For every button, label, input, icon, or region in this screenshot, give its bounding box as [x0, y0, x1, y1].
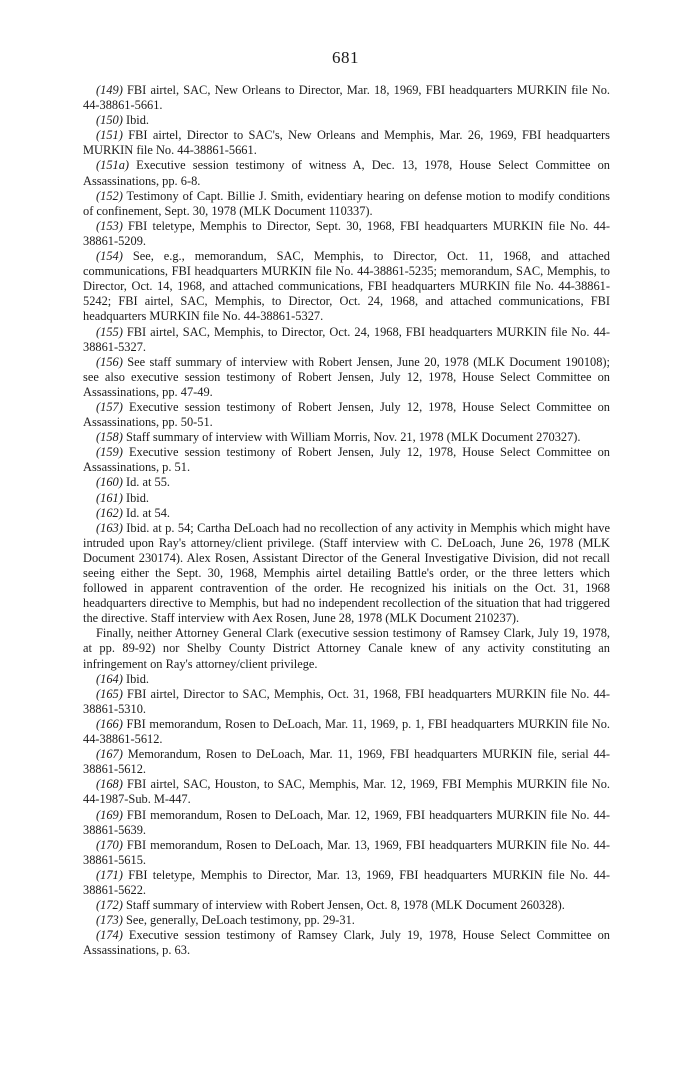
endnote — [83, 928, 610, 958]
endnote — [83, 838, 610, 868]
endnote — [83, 355, 610, 400]
endnote-text: Executive session testimony of witness A, Dec. 13, 1978, House Select Committee on Assassinations, pp. 6-8. — [83, 158, 610, 188]
endnote-number: (174) — [96, 928, 123, 943]
endnote-text: Staff summary of interview with Robert Jensen, Oct. 8, 1978 (MLK Document 260328). — [125, 898, 565, 913]
endnote-number: (151) — [96, 128, 123, 143]
endnote-number: (171) — [96, 867, 123, 882]
endnote-text: See, generally, DeLoach testimony, pp. 29-31. — [125, 913, 355, 928]
endnote-text: Id. at 55. — [125, 475, 170, 490]
endnote-text: Executive session testimony of Robert Jensen, July 12, 1978, House Select Committee on Assassinations, p. 51. — [83, 445, 610, 475]
endnote-text: See, e.g., memorandum, SAC, Memphis, to Director, Oct. 11, 1968, and attached communications, FBI headquarters MURKIN file No. 44-38861-5235; memorandum, SAC, Memphis, to Director, Oct. 14, 1968, and attached communications, FBI headquarters MURKIN file No. 44-38861-5242; FBI airtel, SAC, Memphis, to Director, Oct. 24, 1968, and attached communications, FBI headquarters MURKIN file No. 44-38861-5327. — [83, 249, 610, 324]
endnote — [83, 475, 610, 490]
endnote-number: (160) — [96, 475, 123, 490]
endnote-text: Ibid. — [125, 113, 150, 128]
endnote — [83, 491, 610, 506]
endnote — [83, 219, 610, 249]
endnote-number: (173) — [96, 913, 123, 928]
endnote-text: Executive session testimony of Ramsey Clark, July 19, 1978, House Select Committee on Assassinations, p. 63. — [83, 928, 610, 958]
endnote-number: (163) — [96, 520, 123, 535]
endnote — [83, 808, 610, 838]
endnote — [83, 325, 610, 355]
endnote-text: FBI teletype, Memphis to Director, Mar. 13, 1969, FBI headquarters MURKIN file No. 44-38861-5622. — [83, 867, 610, 897]
endnote-text: FBI teletype, Memphis to Director, Sept. 30, 1968, FBI headquarters MURKIN file No. 44-38861-5209. — [83, 218, 610, 248]
endnote-number: (155) — [96, 324, 123, 339]
endnote-number: (149) — [96, 83, 123, 97]
endnote-text: FBI airtel, SAC, New Orleans to Director, Mar. 18, 1969, FBI headquarters MURKIN file No. 44-38861-5661. — [83, 83, 610, 113]
endnote — [83, 158, 610, 188]
endnote — [83, 898, 610, 913]
endnote-text: Id. at 54. — [125, 505, 170, 520]
endnote-text: Executive session testimony of Robert Jensen, July 12, 1978, House Select Committee on Assassinations, pp. 50-51. — [83, 399, 610, 430]
endnote-text: See staff summary of interview with Robert Jensen, June 20, 1978 (MLK Document 190108); see also executive session testimony of Robert Jensen, July 12, 1978, House Select Committee on Assassinations, pp. 47-49. — [83, 354, 610, 399]
endnote — [83, 430, 610, 445]
endnote-text: FBI airtel, Director to SAC, Memphis, Oct. 31, 1968, FBI headquarters MURKIN file No. 44-38861-5310. — [83, 686, 610, 716]
endnote — [83, 913, 610, 928]
endnote — [83, 747, 610, 777]
endnote — [83, 626, 610, 671]
endnote-text: Finally, neither Attorney General Clark (executive session testimony of Ramsey Clark, July 19, 1978, at pp. 89-92) nor Shelby County District Attorney Canale knew of any activity constituting an infringement on Ray's attorney/client privilege. — [83, 626, 610, 671]
endnote — [83, 717, 610, 747]
endnote-text: FBI memorandum, Rosen to DeLoach, Mar. 13, 1969, FBI headquarters MURKIN file No. 44-38861-5615. — [83, 837, 610, 867]
endnote-text: Memorandum, Rosen to DeLoach, Mar. 11, 1969, FBI headquarters MURKIN file, serial 44-38861-5612. — [83, 747, 610, 777]
endnote-text: Ibid. — [125, 671, 150, 686]
endnote-text: FBI airtel, SAC, Houston, to SAC, Memphis, Mar. 12, 1969, FBI Memphis MURKIN file No. 44-1987-Sub. M-447. — [83, 777, 610, 807]
endnote-number: (151a) — [96, 158, 130, 173]
endnote-number: (154) — [96, 249, 123, 264]
endnote-number: (164) — [96, 671, 123, 686]
endnote — [83, 83, 610, 113]
endnote — [83, 249, 610, 324]
endnote-number: (166) — [96, 716, 123, 731]
endnote-number: (172) — [96, 898, 123, 913]
endnote-number: (157) — [96, 399, 123, 414]
endnote — [83, 687, 610, 717]
endnote-number: (167) — [96, 747, 123, 762]
page-number: 681 — [332, 48, 359, 67]
endnote-number: (159) — [96, 445, 123, 460]
endnote-text: FBI airtel, Director to SAC's, New Orleans and Memphis, Mar. 26, 1969, FBI headquarters MURKIN file No. 44-38861-5661. — [83, 128, 610, 158]
endnote-number: (170) — [96, 837, 123, 852]
endnote — [83, 521, 610, 627]
endnote — [83, 445, 610, 475]
endnote-number: (162) — [96, 505, 123, 520]
endnote-text: Ibid. at p. 54; Cartha DeLoach had no recollection of any activity in Memphis which might have intruded upon Ray's attorney/client privilege. (Staff interview with C. DeLoach, June 26, 1978 (MLK Document 230174). Alex Rosen, Assistant Director of the General Investigative Division, did not recall seeing either the Sept. 30, 1968, Memphis airtel detailing Battle's order, or the three letters which followed in apparent contravention of the order. He recognized his initials on the Oct. 31, 1968 headquarters directive to Memphis, but had no independent recollection of the situation that had triggered the directive. Staff interview with Aex Rosen, June 28, 1978 (MLK Document 210237). — [83, 520, 610, 626]
endnote-number: (169) — [96, 807, 123, 822]
endnote-text: Staff summary of interview with William Morris, Nov. 21, 1978 (MLK Document 270327). — [125, 430, 581, 445]
endnote — [83, 400, 610, 430]
endnote-text: FBI airtel, SAC, Memphis, to Director, Oct. 24, 1968, FBI headquarters MURKIN file No. 44-38861-5327. — [83, 324, 610, 354]
endnote — [83, 113, 610, 128]
endnote-number: (153) — [96, 218, 123, 233]
endnote — [83, 189, 610, 219]
endnote-text: Ibid. — [125, 490, 150, 505]
endnote-number: (152) — [96, 188, 123, 203]
endnote — [83, 868, 610, 898]
endnote-number: (156) — [96, 354, 123, 369]
endnote-text: FBI memorandum, Rosen to DeLoach, Mar. 12, 1969, FBI headquarters MURKIN file No. 44-38861-5639. — [83, 807, 610, 837]
endnote-text: Testimony of Capt. Billie J. Smith, evidentiary hearing on defense motion to modify conditions of confinement, Sept. 30, 1978 (MLK Document 110337). — [83, 188, 610, 218]
endnote-number: (168) — [96, 777, 123, 792]
endnote — [83, 777, 610, 807]
endnote-number: (161) — [96, 490, 123, 505]
endnote-text: FBI memorandum, Rosen to DeLoach, Mar. 11, 1969, p. 1, FBI headquarters MURKIN file No. 44-38861-5612. — [83, 716, 610, 747]
endnote-number: (158) — [96, 430, 123, 445]
endnote — [83, 128, 610, 158]
endnote-number: (150) — [96, 113, 123, 128]
endnote — [83, 506, 610, 521]
endnote — [83, 672, 610, 687]
endnote-number: (165) — [96, 686, 123, 701]
endnotes-list — [83, 83, 610, 958]
